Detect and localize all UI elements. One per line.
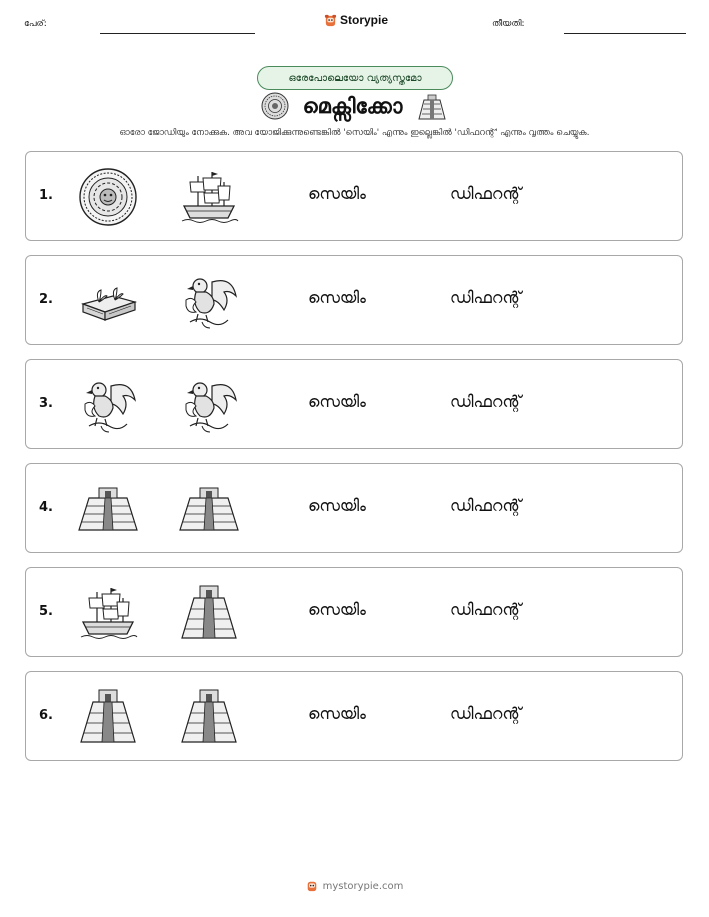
date-line[interactable] bbox=[564, 33, 686, 34]
question-number: 4. bbox=[39, 500, 53, 515]
eagle-icon bbox=[178, 374, 240, 436]
question-number: 3. bbox=[39, 396, 53, 411]
name-line[interactable] bbox=[100, 33, 255, 34]
question-number: 5. bbox=[39, 604, 53, 619]
worksheet-header bbox=[0, 0, 709, 50]
different-option[interactable]: ഡിഫറന്റ് bbox=[450, 184, 522, 203]
ship-icon bbox=[178, 166, 240, 228]
same-option[interactable]: സെയിം bbox=[308, 392, 366, 411]
ship-icon bbox=[77, 582, 139, 644]
pyramid-tall-icon bbox=[178, 686, 240, 748]
eagle-icon bbox=[77, 374, 139, 436]
different-option[interactable]: ഡിഫറന്റ് bbox=[450, 392, 522, 411]
storypie-brand bbox=[324, 13, 388, 27]
same-option[interactable]: സെയിം bbox=[308, 600, 366, 619]
question-row bbox=[25, 359, 683, 449]
different-option[interactable]: ഡിഫറന്റ് bbox=[450, 496, 522, 515]
pyramid-wide-icon bbox=[178, 478, 240, 540]
question-number: 2. bbox=[39, 292, 53, 307]
aztec-calendar-icon bbox=[77, 166, 139, 228]
pyramid-wide-icon bbox=[77, 478, 139, 540]
page-title: മെക്സിക്കോ bbox=[302, 93, 403, 118]
pyramid-tall-icon bbox=[77, 686, 139, 748]
question-row bbox=[25, 255, 683, 345]
pyramid-icon bbox=[416, 92, 448, 120]
same-option[interactable]: സെയിം bbox=[308, 288, 366, 307]
same-option[interactable]: സെയിം bbox=[308, 184, 366, 203]
storypie-logo-icon bbox=[324, 14, 337, 27]
name-label: പേര്: bbox=[24, 19, 47, 29]
aztec-calendar-icon bbox=[261, 92, 289, 120]
brand-name: Storypie bbox=[340, 13, 389, 27]
different-option[interactable]: ഡിഫറന്റ് bbox=[450, 600, 522, 619]
title-row bbox=[0, 91, 709, 121]
pyramid-tall-icon bbox=[178, 582, 240, 644]
footer bbox=[0, 880, 709, 892]
same-option[interactable]: സെയിം bbox=[308, 496, 366, 515]
instructions: ഓരോ ജോഡിയും നോക്കുക. അവ യോജിക്കുന്നുണ്ടെങ്കിൽ 'സെയിം' എന്നും ഇല്ലെങ്കിൽ 'ഡിഫറന്റ്' എന്നും വൃത്തം ചെയ്യുക. bbox=[119, 128, 590, 138]
question-row bbox=[25, 567, 683, 657]
different-option[interactable]: ഡിഫറന്റ് bbox=[450, 704, 522, 723]
question-number: 1. bbox=[39, 188, 53, 203]
same-option[interactable]: സെയിം bbox=[308, 704, 366, 723]
date-label: തീയതി: bbox=[492, 19, 525, 29]
question-number: 6. bbox=[39, 708, 53, 723]
question-row bbox=[25, 151, 683, 241]
different-option[interactable]: ഡിഫറന്റ് bbox=[450, 288, 522, 307]
worksheet-type-badge: ഒരേപോലെയോ വ്യത്യസ്തമോ bbox=[257, 66, 453, 90]
footer-url[interactable]: mystorypie.com bbox=[322, 880, 404, 892]
eagle-icon bbox=[178, 270, 240, 332]
chinampa-icon bbox=[77, 270, 139, 332]
question-row bbox=[25, 671, 683, 761]
storypie-footer-logo-icon bbox=[306, 880, 318, 892]
question-row bbox=[25, 463, 683, 553]
